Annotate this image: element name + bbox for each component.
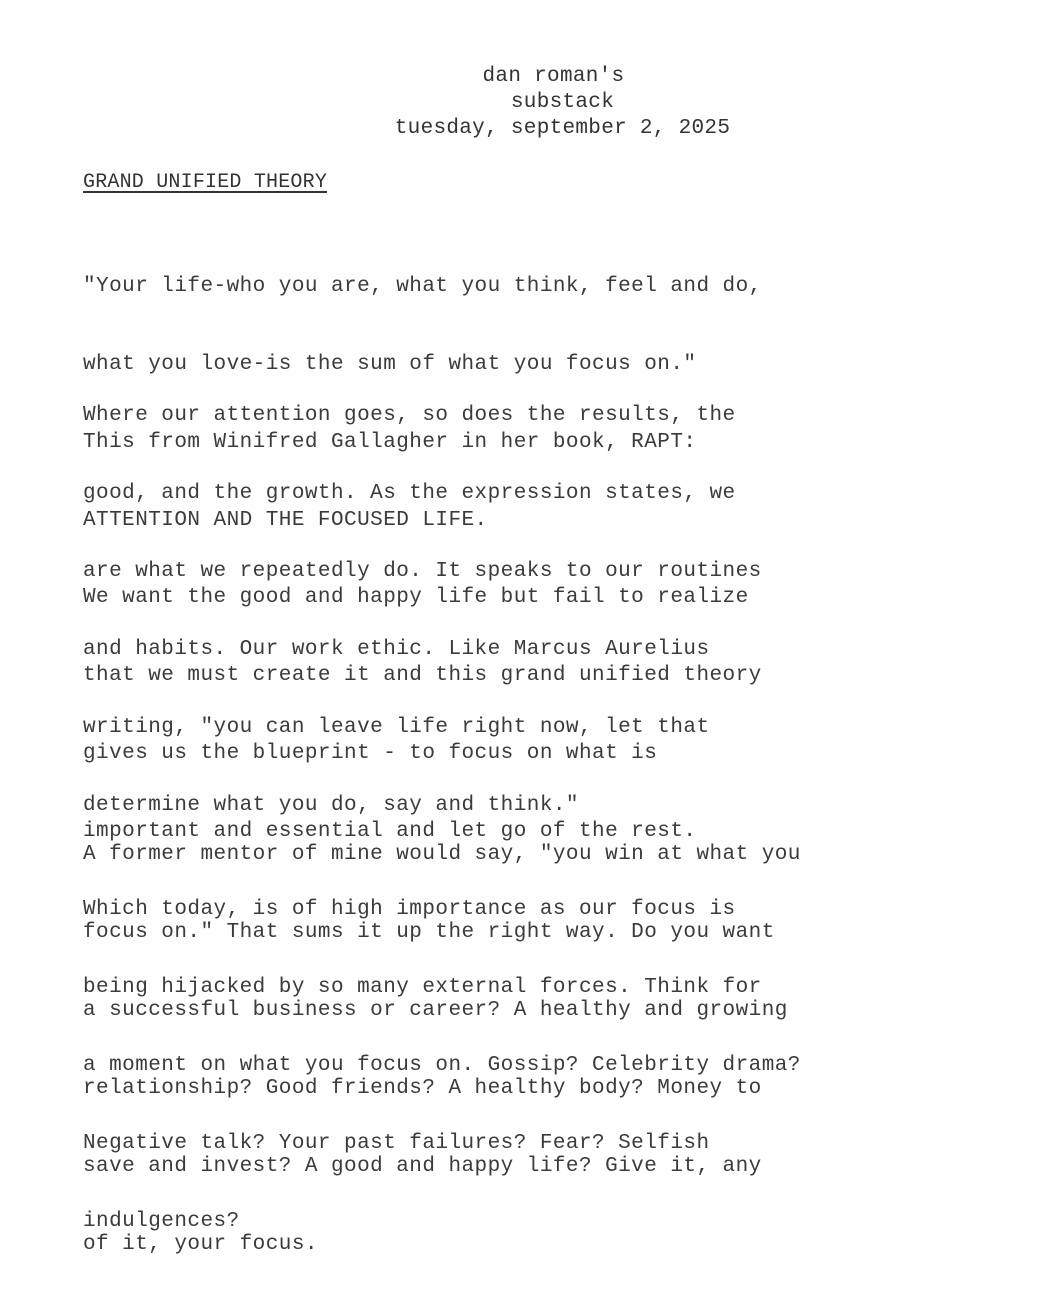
paragraph-line: "Your life-who you are, what you think, feel and do, xyxy=(83,275,762,298)
masthead-author: dan roman's xyxy=(482,65,625,88)
paragraph-line: indulgences? xyxy=(83,1210,240,1233)
masthead-publication: substack xyxy=(510,91,615,114)
article-title: GRAND UNIFIED THEORY xyxy=(83,171,328,194)
paragraph-line: a successful business or career? A healthy and growing xyxy=(83,999,788,1022)
paragraph-line: being hijacked by so many external forces. Think for xyxy=(83,976,762,999)
paragraph-line: that we must create it and this grand unified theory xyxy=(83,664,762,687)
paragraph-line: focus on." That sums it up the right way. Do you want xyxy=(83,921,775,944)
masthead-date: tuesday, september 2, 2025 xyxy=(394,117,731,140)
paragraph-line: This from Winifred Gallagher in her book, RAPT: xyxy=(83,431,697,454)
paragraph-line: important and essential and let go of the rest. xyxy=(83,820,697,843)
paragraph-line: relationship? Good friends? A healthy body? Money to xyxy=(83,1077,762,1100)
paragraph-line: gives us the blueprint - to focus on what is xyxy=(83,742,658,765)
paragraph-line: Negative talk? Your past failures? Fear? Selfish xyxy=(83,1132,710,1155)
paragraph-line: and habits. Our work ethic. Like Marcus Aurelius xyxy=(83,638,710,661)
paragraph-line: good, and the growth. As the expression states, we xyxy=(83,482,736,505)
paragraph-line: writing, "you can leave life right now, let that xyxy=(83,716,710,739)
paragraph-line: are what we repeatedly do. It speaks to our routines xyxy=(83,560,762,583)
paragraph-line: We want the good and happy life but fail to realize xyxy=(83,586,749,609)
paragraph-line: what you love-is the sum of what you focus on." xyxy=(83,353,697,376)
paragraph-4 xyxy=(83,790,801,1310)
paragraph-line: Where our attention goes, so does the results, the xyxy=(83,404,736,427)
paragraph-line: determine what you do, say and think." xyxy=(83,794,579,817)
paragraph-line: a moment on what you focus on. Gossip? Celebrity drama? xyxy=(83,1054,801,1077)
paragraph-line: A former mentor of mine would say, "you win at what you xyxy=(83,843,801,866)
masthead xyxy=(0,64,1039,142)
paragraph-line: ATTENTION AND THE FOCUSED LIFE. xyxy=(83,509,488,532)
paragraph-line: Which today, is of high importance as our focus is xyxy=(83,898,736,921)
paragraph-line: of it, your focus. xyxy=(83,1233,318,1256)
paragraph-line: save and invest? A good and happy life? Give it, any xyxy=(83,1155,762,1178)
